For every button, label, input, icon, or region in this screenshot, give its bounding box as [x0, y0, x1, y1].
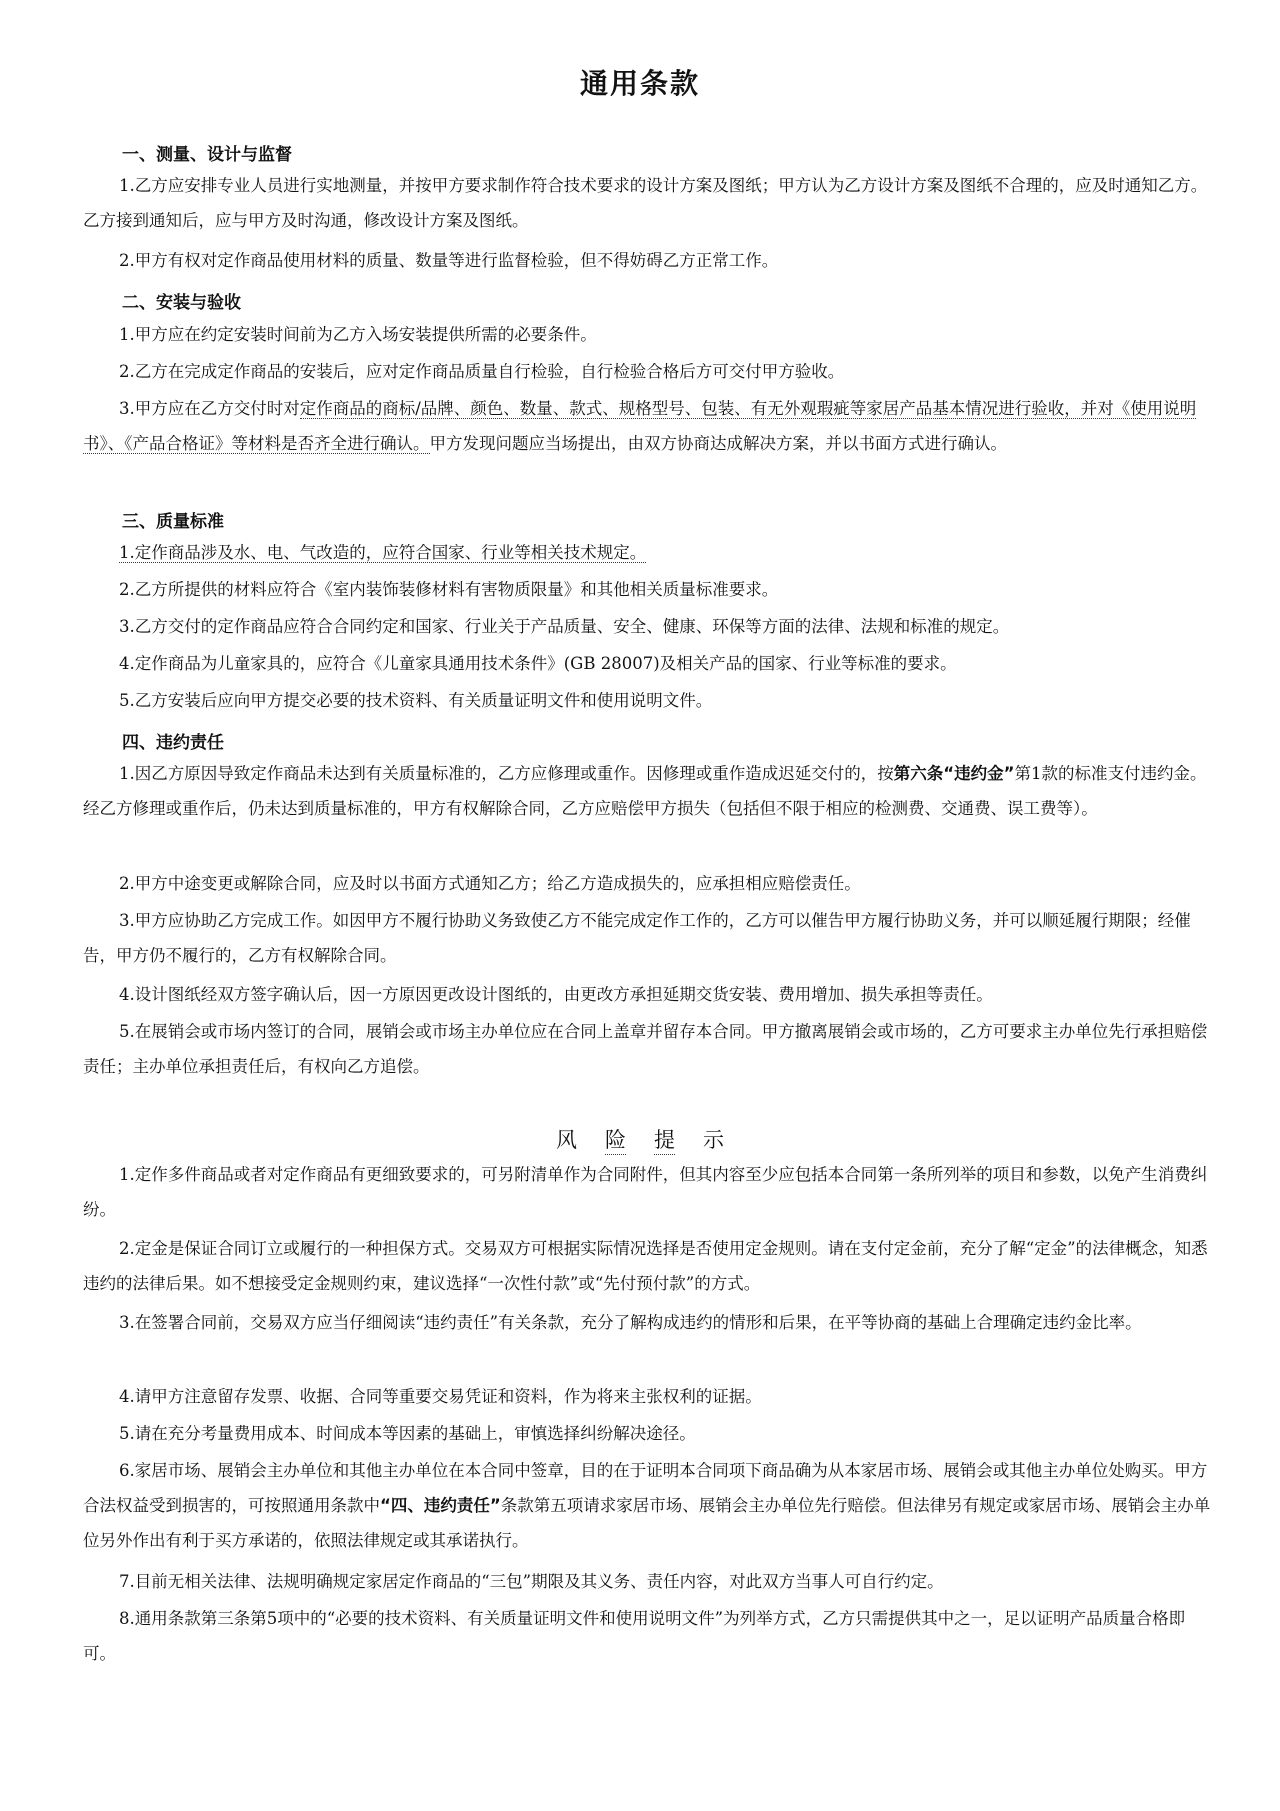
clause-paragraph: 2.甲方有权对定作商品使用材料的质量、数量等进行监督检验，但不得妨碍乙方正常工作。	[119, 251, 779, 270]
clause-paragraph: 1.因乙方原因导致定作商品未达到有关质量标准的，乙方应修理或重作。因修理或重作造成迟延交付的，按第六条“违约金”第1款的标准支付违约金。经乙方修理或重作后，仍未达到质量标准的，甲方有权解除合同，乙方应赔偿甲方损失（包括但不限于相应的检测费、交通费、误工费等）。	[83, 764, 1207, 818]
clause-paragraph: 5.乙方安装后应向甲方提交必要的技术资料、有关质量证明文件和使用说明文件。	[119, 691, 713, 710]
risk-paragraph: 1.定作多件商品或者对定作商品有更细致要求的，可另附清单作为合同附件，但其内容至少应包括本合同第一条所列举的项目和参数，以免产生消费纠纷。	[83, 1165, 1208, 1219]
clause-paragraph: 2.甲方中途变更或解除合同，应及时以书面方式通知乙方；给乙方造成损失的，应承担相应赔偿责任。	[119, 874, 861, 893]
risk-paragraph: 5.请在充分考量费用成本、时间成本等因素的基础上，审慎选择纠纷解决途径。	[119, 1424, 696, 1443]
section-heading: 四、违约责任	[122, 733, 224, 753]
clause-paragraph: 1.定作商品涉及水、电、气改造的，应符合国家、行业等相关技术规定。	[119, 543, 647, 562]
section-heading: 一、测量、设计与监督	[122, 145, 292, 165]
clause-paragraph: 1.乙方应安排专业人员进行实地测量，并按甲方要求制作符合技术要求的设计方案及图纸；甲方认为乙方设计方案及图纸不合理的，应及时通知乙方。乙方接到通知后，应与甲方及时沟通，修改设计方案及图纸。	[83, 176, 1208, 230]
risk-paragraph: 3.在签署合同前，交易双方应当仔细阅读“违约责任”有关条款，充分了解构成违约的情形和后果，在平等协商的基础上合理确定违约金比率。	[119, 1313, 1142, 1332]
risk-paragraph: 2.定金是保证合同订立或履行的一种担保方式。交易双方可根据实际情况选择是否使用定金规则。请在支付定金前，充分了解“定金”的法律概念，知悉违约的法律后果。如不想接受定金规则约束，建议选择“一次性付款”或“先付预付款”的方式。	[83, 1239, 1208, 1293]
clause-paragraph: 3.甲方应协助乙方完成工作。如因甲方不履行协助义务致使乙方不能完成定作工作的，乙方可以催告甲方履行协助义务，并可以顺延履行期限；经催告，甲方仍不履行的，乙方有权解除合同。	[83, 911, 1191, 965]
section-heading: 二、安装与验收	[122, 293, 241, 313]
risk-notice-title: 风 险 提 示	[0, 1124, 1280, 1155]
clause-paragraph: 4.定作商品为儿童家具的，应符合《儿童家具通用技术条件》(GB 28007)及相关产品的国家、行业等标准的要求。	[119, 654, 957, 673]
risk-paragraph: 7.目前无相关法律、法规明确规定家居定作商品的“三包”期限及其义务、责任内容，对此双方当事人可自行约定。	[119, 1572, 944, 1591]
clause-paragraph: 2.乙方所提供的材料应符合《室内装饰装修材料有害物质限量》和其他相关质量标准要求。	[119, 580, 779, 599]
clause-paragraph: 3.乙方交付的定作商品应符合合同约定和国家、行业关于产品质量、安全、健康、环保等方面的法律、法规和标准的规定。	[119, 617, 1010, 636]
clause-paragraph: 1.甲方应在约定安装时间前为乙方入场安装提供所需的必要条件。	[119, 325, 597, 344]
page-title: 通用条款	[579, 67, 700, 100]
clause-paragraph: 4.设计图纸经双方签字确认后，因一方原因更改设计图纸的，由更改方承担延期交货安装、费用增加、损失承担等责任。	[119, 985, 993, 1004]
risk-paragraph: 4.请甲方注意留存发票、收据、合同等重要交易凭证和资料，作为将来主张权利的证据。	[119, 1387, 762, 1406]
section-heading: 三、质量标准	[122, 512, 224, 532]
risk-paragraph: 8.通用条款第三条第5项中的“必要的技术资料、有关质量证明文件和使用说明文件”为列举方式，乙方只需提供其中之一，足以证明产品质量合格即可。	[83, 1609, 1186, 1663]
risk-paragraph: 6.家居市场、展销会主办单位和其他主办单位在本合同中签章，目的在于证明本合同项下商品确为从本家居市场、展销会或其他主办单位处购买。甲方合法权益受到损害的，可按照通用条款中“四、违约责任”条款第五项请求家居市场、展销会主办单位先行赔偿。但法律另有规定或家居市场、展销会主办单位另外作出有利于买方承诺的，依照法律规定或其承诺执行。	[83, 1461, 1211, 1550]
clause-paragraph: 5.在展销会或市场内签订的合同，展销会或市场主办单位应在合同上盖章并留存本合同。甲方撤离展销会或市场的，乙方可要求主办单位先行承担赔偿责任；主办单位承担责任后，有权向乙方追偿。	[83, 1022, 1208, 1076]
clause-paragraph: 3.甲方应在乙方交付时对定作商品的商标/品牌、颜色、数量、款式、规格型号、包装、有无外观瑕疵等家居产品基本情况进行验收，并对《使用说明书》、《产品合格证》等材料是否齐全进行确认。甲方发现问题应当场提出，由双方协商达成解决方案，并以书面方式进行确认。	[83, 399, 1197, 453]
clause-paragraph: 2.乙方在完成定作商品的安装后，应对定作商品质量自行检验，自行检验合格后方可交付甲方验收。	[119, 362, 845, 381]
underlined-text: 定作商品的商标/品牌、颜色、数量、款式、规格型号、包装、有无外观瑕疵等家居产品基本情况进行验收，并对《使用说明书》、《产品合格证》等材料是否齐全进行确认。	[83, 399, 1197, 453]
